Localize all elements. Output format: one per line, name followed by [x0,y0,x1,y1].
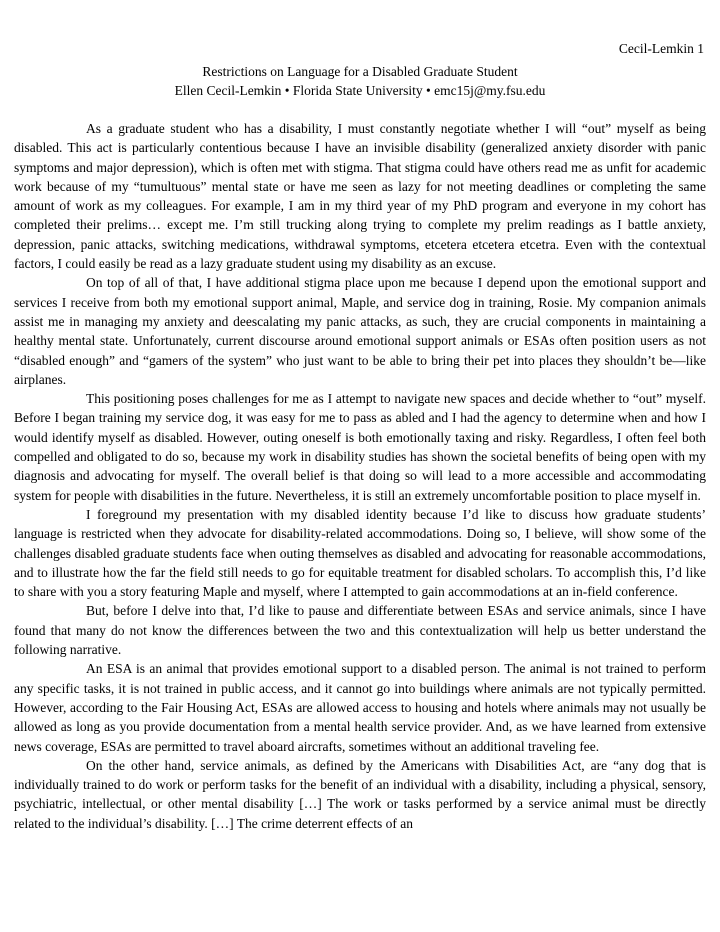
body-text [14,119,706,833]
paragraph: This positioning poses challenges for me as I attempt to navigate new spaces and decide whether to “out” myself. Before I began training my service dog, it was easy for me to pass as abled and I had the agency to determine when and how I would identify myself as disabled. However, outing oneself is both emotionally taxing and risky. Regardless, I often feel both compelled and obligated to do so, because my work in disability studies has shown the societal benefits of being open with my diagnosis and advocating for myself. The overall belief is that doing so will lead to a more accessible and accommodating system for people with disabilities in the future. Nevertheless, it is still an extremely uncomfortable position to place myself in. [14,391,706,503]
document-page [14,0,706,932]
title-block [14,62,706,100]
paragraph: As a graduate student who has a disability, I must constantly negotiate whether I will “out” myself as being disabled. This act is particularly contentious because I have an invisible disability (generalized anxiety disorder with panic symptoms and major depression), which is often met with stigma. That stigma could have others read me as unfit for academic work because of my “tumultuous” mental state or have me seen as lazy for not meeting deadlines or completing the same amount of work as my colleagues. For example, I am in my third year of my PhD program and everyone in my cohort has completed their prelims… except me. I’m still trucking along trying to complete my prelim readings as I battle anxiety, depression, panic attacks, switching medications, withdrawal symptoms, etcetera etcetera etcetra. Even with the contextual factors, I could easily be read as a lazy graduate student using my disability as an excuse. [14,121,706,272]
paragraph: But, before I delve into that, I’d like to pause and differentiate between ESAs and service animals, since I have found that many do not know the differences between the two and this contextualization will help us better understand the following narrative. [14,603,706,658]
paragraph: I foreground my presentation with my disabled identity because I’d like to discuss how graduate students’ language is restricted when they advocate for disability-related accommodations. Doing so, I believe, will show some of the challenges disabled graduate students face when outing themselves as disabled and advocating for reasonable accommodations, and to illustrate how the far the field still needs to go for equitable treatment for disabled scholars. To accomplish this, I’d like to share with you a story featuring Maple and myself, where I attempted to gain accommodations at an in-field conference. [14,506,706,600]
paragraph: An ESA is an animal that provides emotional support to a disabled person. The animal is not trained to perform any specific tasks, it is not trained in public access, and it cannot go into buildings where animals are not typically permitted. However, according to the Fair Housing Act, ESAs are allowed access to housing and hotels where animals may not usually be allowed as long as you provide documentation from a mental health service provider. And, as we have learned from extensive news coverage, ESAs are permitted to travel aboard aircrafts, sometimes without an additional traveling fee. [14,661,706,754]
paper-title: Restrictions on Language for a Disabled Graduate Student [202,64,518,79]
running-head: Cecil-Lemkin 1 [618,41,704,56]
paragraph: On the other hand, service animals, as defined by the Americans with Disabilities Act, are “any dog that is individually trained to do work or perform tasks for the benefit of an individual with a disability, including a physical, sensory, psychiatric, intellectual, or other mental disability […] The work or tasks performed by a service animal must be directly related to the individual’s disability. […] The crime deterrent effects of an [14,757,706,831]
paragraph: On top of all of that, I have additional stigma place upon me because I depend upon the emotional support and services I receive from both my emotional support animal, Maple, and service dog in training, Rosie. My companion animals assist me in managing my anxiety and deescalating my panic attacks, as such, they are crucial components in maintaining a healthy mental state. Unfortunately, current discourse around emotional support animals or ESAs often position users as not “disabled enough” and “gamers of the system” who just want to be able to bring their pet into places they shouldn’t be—like airplanes. [14,275,706,387]
author-byline: Ellen Cecil-Lemkin • Florida State University • emc15j@my.fsu.edu [174,83,546,98]
